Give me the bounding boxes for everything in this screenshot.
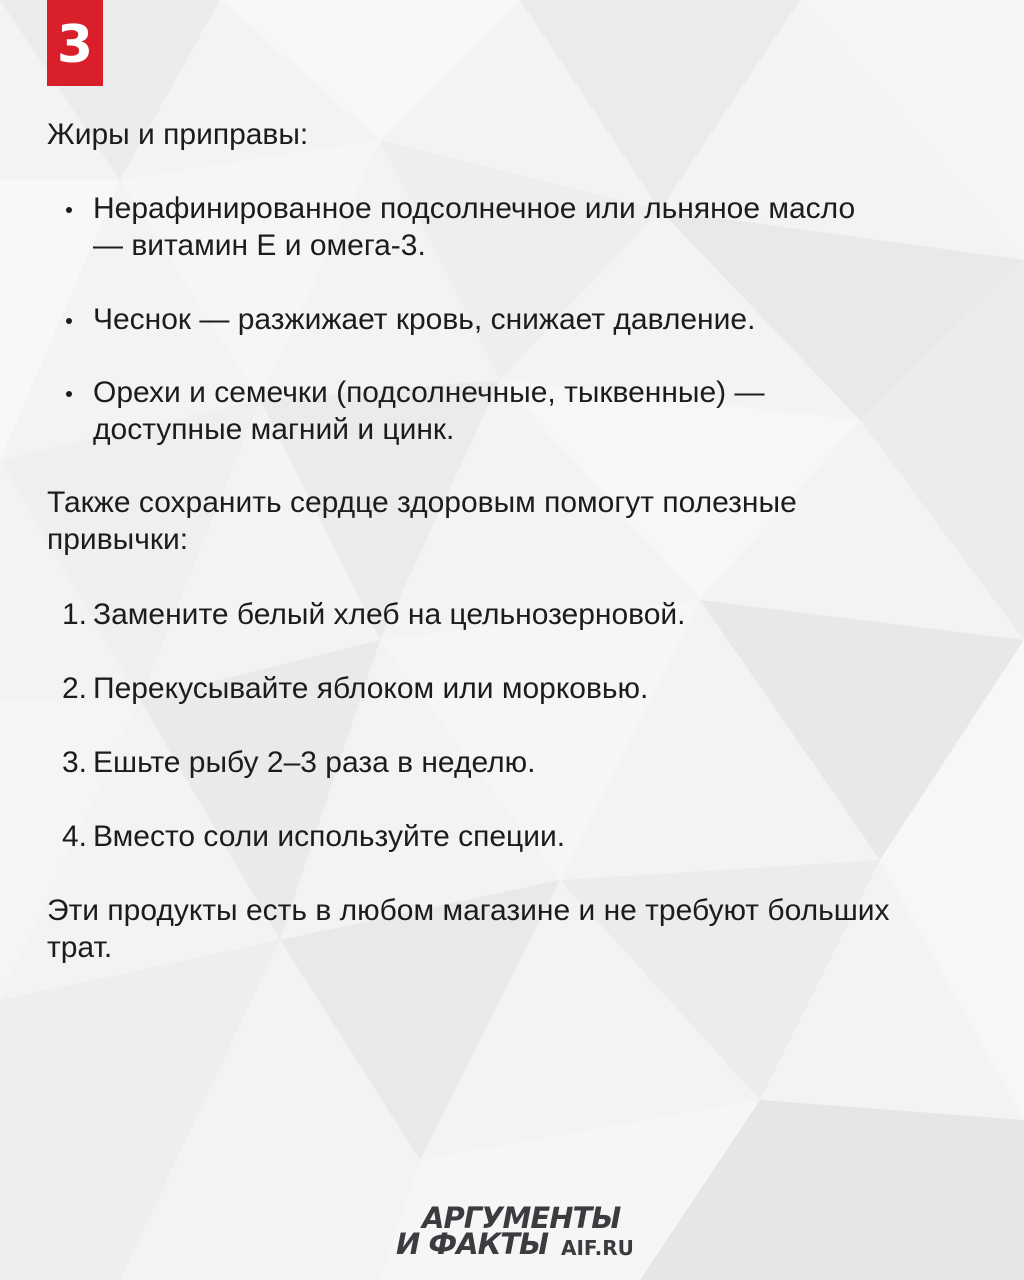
bullet-item [47,374,927,448]
bullet-text: Орехи и семечки (подсолнечные, тыквенные) — доступные магний и цинк. [93,376,765,446]
numbered-item [47,818,927,855]
item-text: Ешьте рыбу 2–3 раза в неделю. [93,746,536,779]
bullet-dot-icon [66,391,72,397]
logo-line-2: И ФАКТЫ [396,1227,549,1261]
bullet-text: Чеснок — разжижает кровь, снижает давление. [93,303,756,336]
numbered-item [47,744,927,781]
section-heading: Жиры и приправы: [47,118,309,151]
logo-line-1: АРГУМЕНТЫ [422,1201,621,1235]
bullet-text: Нерафинированное подсолнечное или льняное масло — витамин Е и омега-3. [93,192,856,262]
bullet-dot-icon [66,207,72,213]
conclusion-text: Эти продукты есть в любом магазине и не требуют больших трат. [47,894,890,964]
item-number: 1. [61,598,87,631]
slide-number-badge: 3 [47,0,103,86]
item-number: 4. [61,820,87,853]
aif-logo [396,1203,656,1263]
bullet-item [47,301,927,338]
item-text: Вместо соли используйте специи. [93,820,566,853]
item-text: Замените белый хлеб на цельнозерновой. [93,598,686,631]
item-text: Перекусывайте яблоком или морковью. [93,672,649,705]
bullet-dot-icon [66,318,72,324]
bullet-item [47,190,927,264]
numbered-item [47,596,927,633]
item-number: 2. [61,672,87,705]
logo-domain: AIF.RU [561,1236,634,1260]
item-number: 3. [61,746,87,779]
numbered-item [47,670,927,707]
habits-intro: Также сохранить сердце здоровым помогут полезные привычки: [47,486,797,556]
